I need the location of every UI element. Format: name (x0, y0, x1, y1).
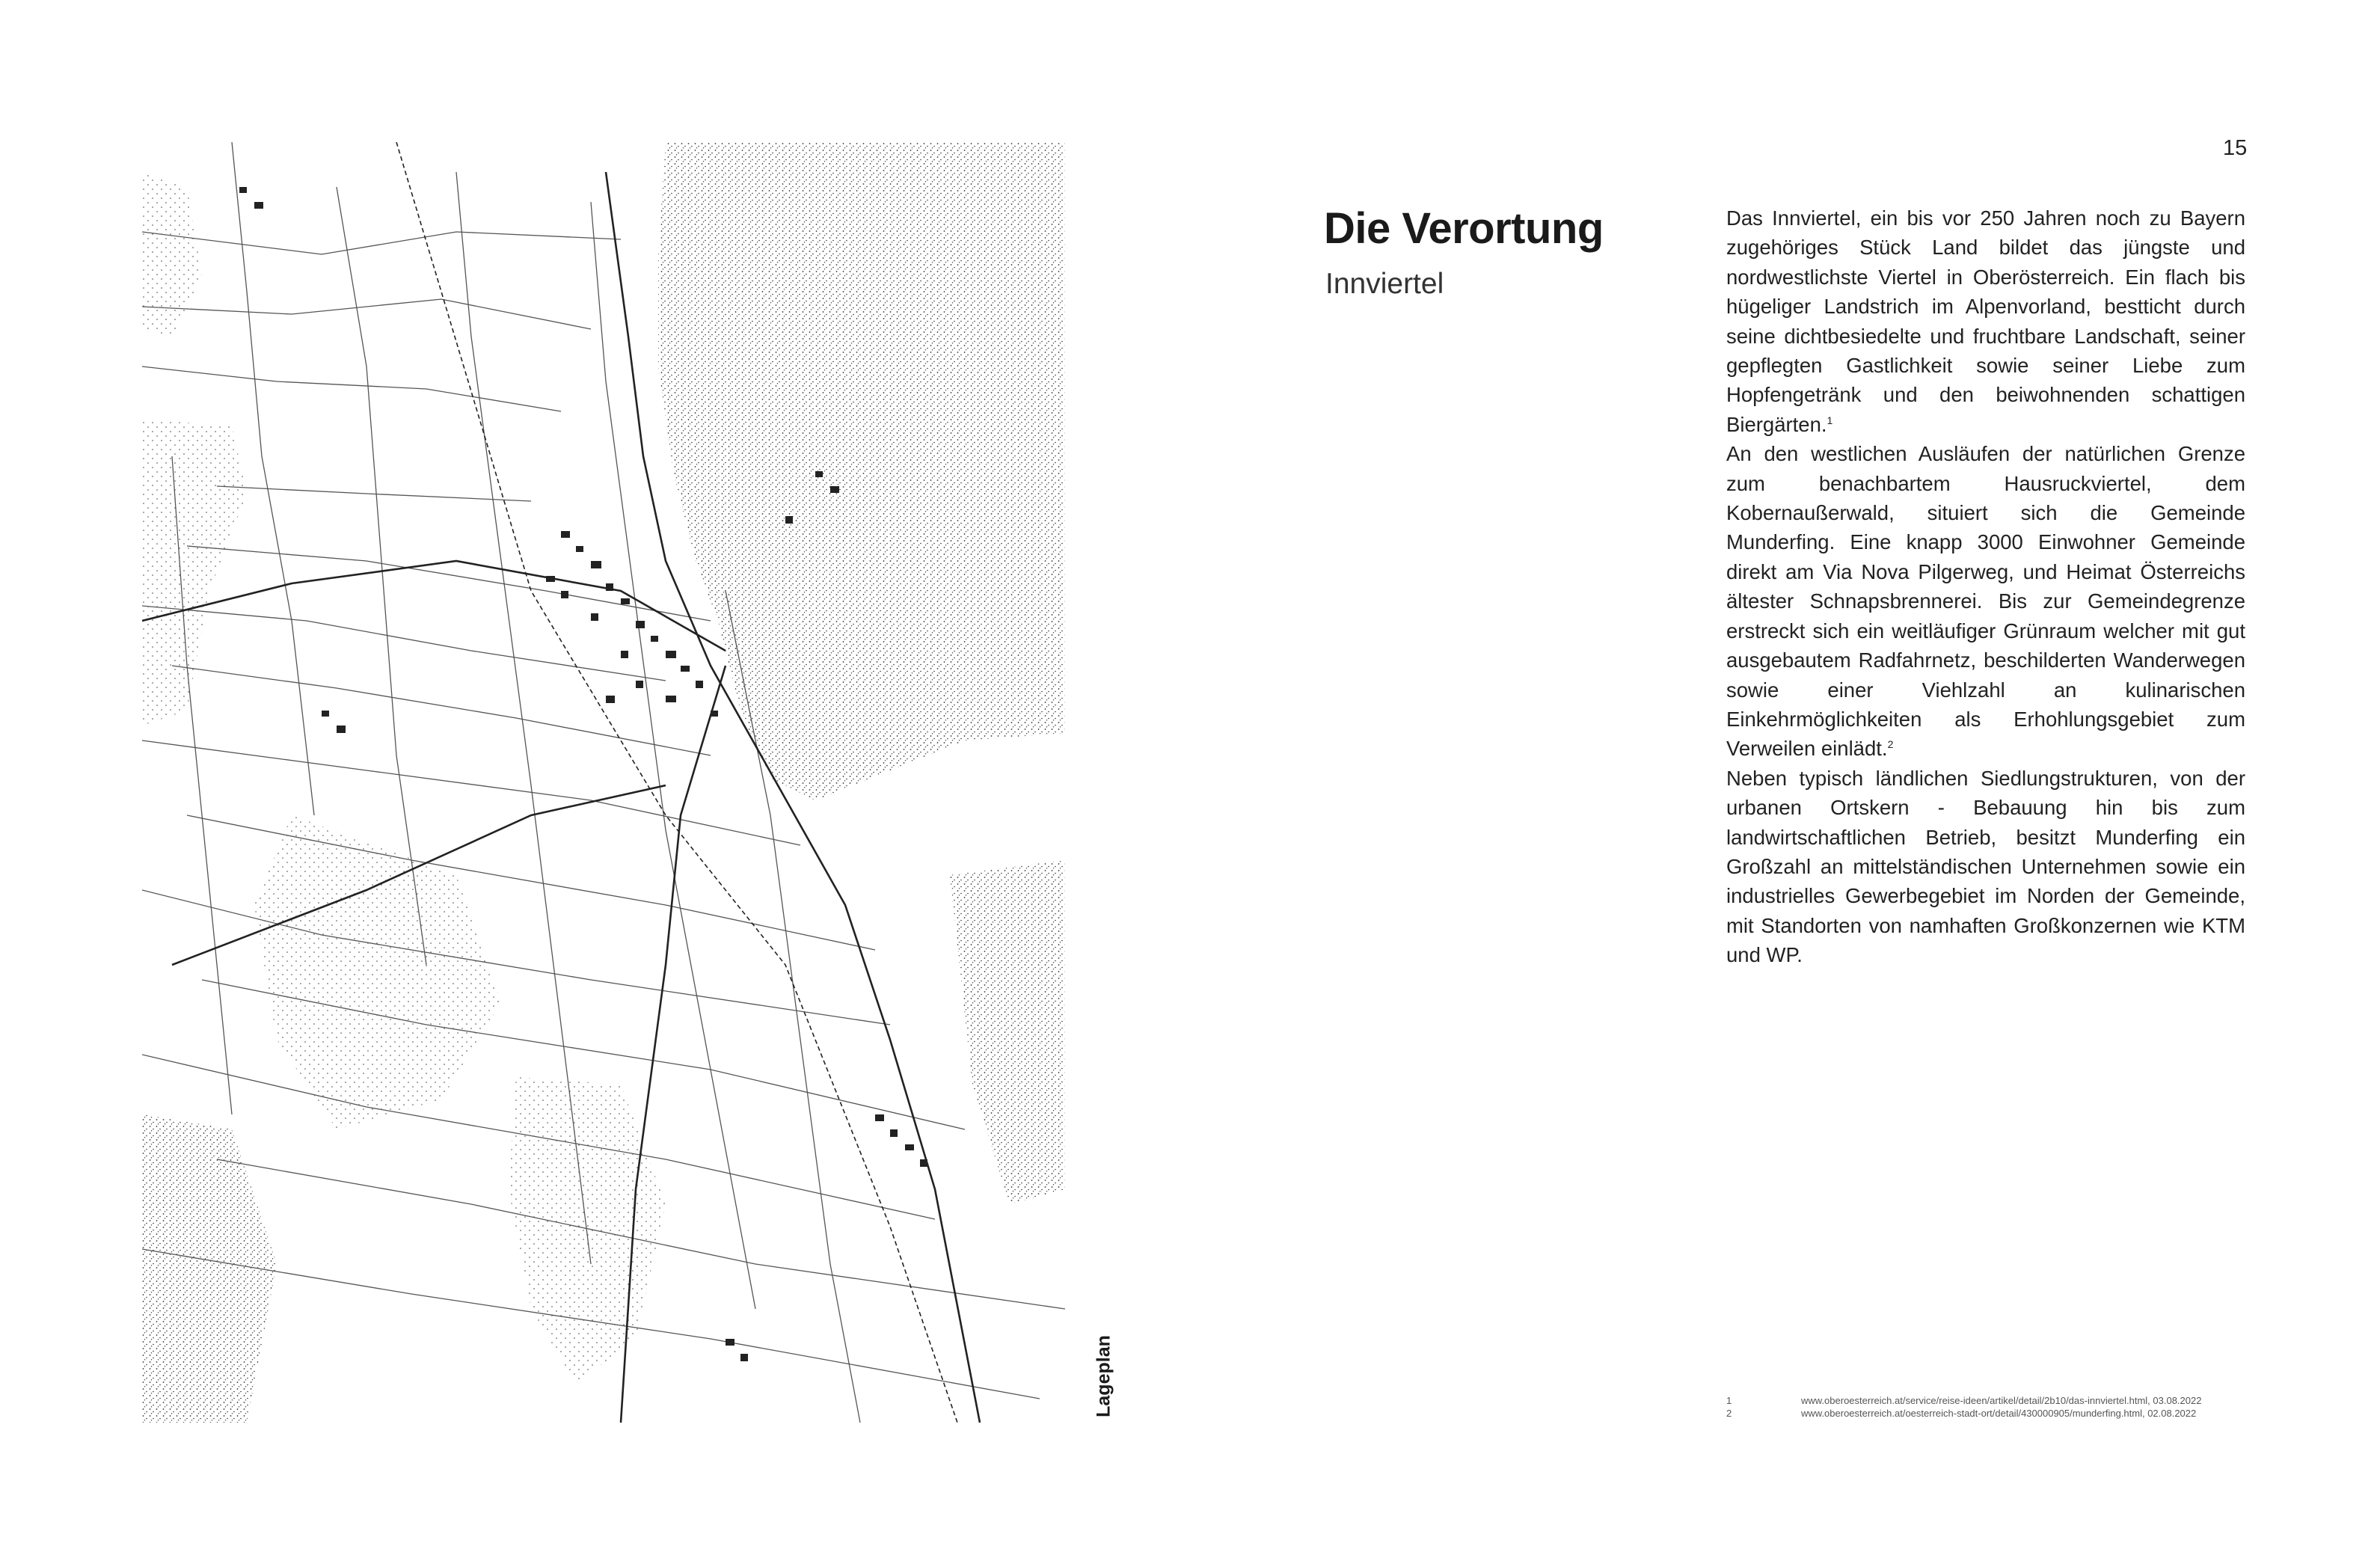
body-text (1726, 203, 2245, 970)
page-number: 15 (2223, 136, 2248, 160)
site-plan-map (142, 142, 1065, 1423)
forest-area-southeast (950, 860, 1065, 1204)
footnote (1726, 1407, 2250, 1420)
map-caption (1089, 1331, 1119, 1421)
footnote-text: www.oberoesterreich.at/oesterreich-stadt-ort/detail/430000905/munderfing.html, 02.08.2022 (1801, 1408, 2197, 1419)
footnote-number: 1 (1726, 1395, 1732, 1406)
paragraph: An den westlichen Ausläufen der natürlichen Grenze zum benachbartem Hausruckviertel, dem Kobernaußerwald, situiert sich die Gemeinde Munderfing. Eine knapp 3000 Einwohner Gemeinde direkt am Via Nova Pilgerweg, und Heimat Österreichs ältester Schnapsbrennerei. Bis zur Gemeindegrenze erstreckt sich ein weitläufiger Grünraum welcher mit gut ausgebautem Radfahrnetz, beschilderten Wanderwegen sowie einer Viehlzahl an kulinarischen Einkehrmöglichkeiten als Erhohlungsgebiet zum Verweilen einlädt.$^2$ (1726, 442, 2245, 761)
forest-area-northwest (142, 172, 202, 337)
map-drawing (142, 142, 1065, 1423)
footnotes (1726, 1394, 2250, 1420)
paragraph: Das Innviertel, ein bis vor 250 Jahren noch zu Bayern zugehöriges Stück Land bildet das jüngste und nordwestlichste Viertel in Oberösterreich. Ein flach bis hügeliger Landstrich im Alpenvorland, bestticht durch seine dichtbesiedelte und fruchtbare Landschaft, seiner gepflegten Gastlichkeit sowie seiner Liebe zum Hopfengetränk und den beiwohnenden schattigen Biergärten.$^1$ (1726, 206, 2245, 436)
forest-area-west (142, 419, 247, 726)
forest-area-south (254, 815, 501, 1129)
page-title: Die Verortung (1324, 204, 1604, 253)
secondary-road (142, 561, 726, 651)
footnote-text: www.oberoesterreich.at/service/reise-ideen/artikel/detail/2b10/das-innviertel.html, 03.08.2022 (1801, 1395, 2202, 1406)
map-caption-label: Lageplan (1093, 1335, 1114, 1417)
footnote-number: 2 (1726, 1408, 1732, 1419)
footnote (1726, 1394, 2250, 1407)
footnote-ref: 2 (1887, 738, 1894, 751)
paragraph: Neben typisch ländlichen Siedlungstrukturen, von der urbanen Ortskern - Bebauung hin bis zum landwirtschaftlichen Betrieb, besitzt Munderfing ein Großzahl an mittelständischen Unternehmen sowie ein industrielles Gewerbegebiet im Norden der Gemeinde, mit Standorten von namhaften Großkonzernen wie KTM und WP. (1726, 766, 2245, 967)
page-subtitle: Innviertel (1325, 268, 1444, 300)
footnote-ref: 1 (1827, 414, 1833, 426)
forest-area-east (658, 142, 1065, 800)
